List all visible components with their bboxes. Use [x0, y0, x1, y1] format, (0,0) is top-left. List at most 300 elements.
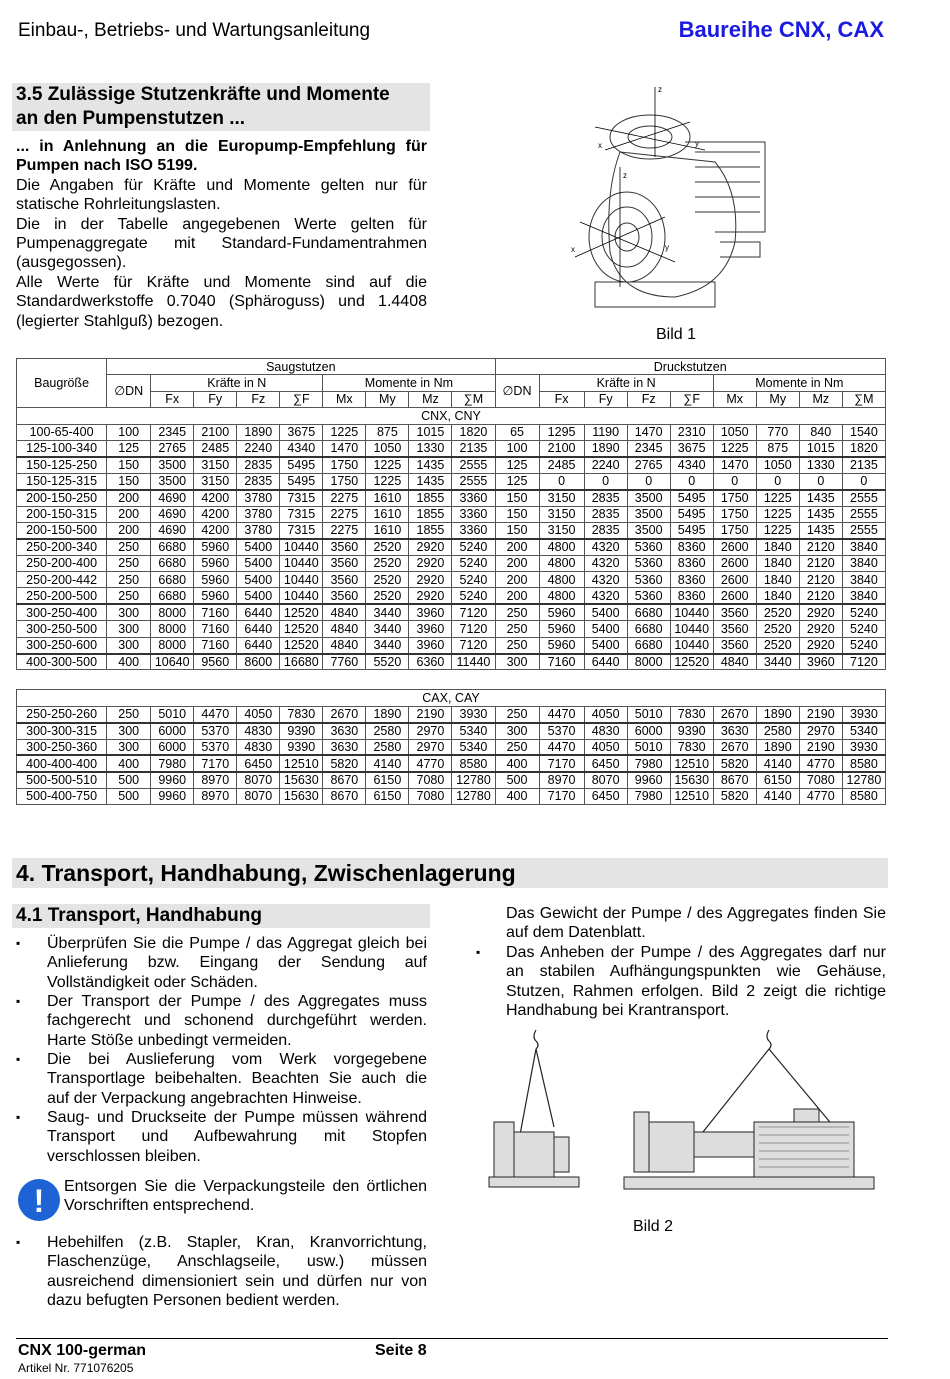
cell-baugroesse: 250-200-400 [17, 555, 107, 571]
table-row [17, 539, 886, 555]
cell-baugroesse: 500-500-510 [17, 772, 107, 788]
table-cell: 5370 [194, 723, 237, 739]
table-cell: 400 [495, 755, 539, 771]
table-cell: 7830 [670, 739, 713, 755]
table-cell: 6680 [151, 588, 194, 604]
table-cell: 10440 [670, 637, 713, 653]
warning-exclamation-icon [17, 1178, 61, 1222]
table-cell: 3930 [842, 706, 885, 722]
table-row [17, 621, 886, 637]
table-cell: 250 [107, 588, 151, 604]
table-cell: 5400 [584, 637, 627, 653]
table-cell: 250 [107, 555, 151, 571]
table-cell: 7160 [194, 604, 237, 620]
table-cell: 4800 [539, 555, 584, 571]
table-cell: 5240 [842, 637, 885, 653]
table-cell: 2275 [323, 522, 366, 538]
table-cell: 4140 [366, 755, 409, 771]
table-cell: 4340 [280, 440, 323, 456]
table-cell: 7080 [799, 772, 842, 788]
table-cell: 300 [107, 621, 151, 637]
table-cell: 200 [107, 490, 151, 506]
th-saugstutzen: Saugstutzen [107, 359, 495, 375]
table-cell: 7160 [194, 621, 237, 637]
table-cell: 3780 [237, 506, 280, 522]
table-cell: 3675 [280, 424, 323, 440]
table-cell: 2135 [842, 457, 885, 473]
table-cell: 5960 [194, 539, 237, 555]
section-3-5-title-line2: an den Pumpenstutzen ... [16, 108, 246, 129]
table-cell: 4140 [756, 755, 799, 771]
table-cell: 5010 [627, 739, 670, 755]
table-cell: 3960 [409, 604, 452, 620]
table-cell: 0 [756, 473, 799, 489]
table-cell: 250 [495, 637, 539, 653]
table-cell: 2520 [366, 539, 409, 555]
table-cell: 10440 [670, 604, 713, 620]
table-cell: 7120 [452, 637, 495, 653]
table-cell: 8070 [237, 772, 280, 788]
table-cell: 5240 [842, 604, 885, 620]
table-cell: 1225 [756, 506, 799, 522]
table-row [17, 424, 886, 440]
table-cell: 3560 [323, 588, 366, 604]
table-cell: 1050 [756, 457, 799, 473]
table-cell: 4470 [194, 706, 237, 722]
table-cell: 250 [495, 604, 539, 620]
table-cell: 8000 [151, 621, 194, 637]
table-cell: 9390 [280, 739, 323, 755]
table-cell: 4470 [539, 739, 584, 755]
table-row [17, 706, 886, 722]
table-cell: 4200 [194, 506, 237, 522]
table-cell: 1890 [756, 739, 799, 755]
table-row [17, 637, 886, 653]
table-row [17, 772, 886, 788]
axis-z-label-bottom: z [623, 171, 627, 180]
table-row [17, 490, 886, 506]
table-cell: 5370 [194, 739, 237, 755]
table-cell: 1015 [799, 440, 842, 456]
table-cell: 5495 [670, 506, 713, 522]
table-cell: 2190 [799, 706, 842, 722]
th-saug-mz: Mz [409, 391, 452, 407]
table-cell: 1820 [452, 424, 495, 440]
table-cell: 2120 [799, 572, 842, 588]
footer-article-number: Artikel Nr. 771076205 [18, 1361, 134, 1375]
table-cell: 4840 [323, 604, 366, 620]
table-cell: 5010 [627, 706, 670, 722]
th-baugroesse: Baugröße [17, 359, 107, 408]
th-kraefte-saug: Kräfte in N [151, 375, 323, 391]
table-cell: 9960 [627, 772, 670, 788]
table-cell: 5495 [670, 522, 713, 538]
transport-bullet-4: ▪ Saug- und Druckseite der Pumpe müssen während Transport und Aufbewahrung mit Stopfen verschlossen bleiben. [47, 1108, 427, 1166]
table-cell: 840 [799, 424, 842, 440]
table-cell: 5960 [194, 572, 237, 588]
table-cell: 5960 [194, 588, 237, 604]
table-cell: 5495 [280, 457, 323, 473]
table-row [17, 588, 886, 604]
table-cell: 5495 [280, 473, 323, 489]
table-cell: 3630 [323, 739, 366, 755]
table-cell: 15630 [670, 772, 713, 788]
table-cell: 3780 [237, 490, 280, 506]
table-cell: 3560 [323, 539, 366, 555]
table-cell: 5360 [627, 539, 670, 555]
table-cell: 3500 [151, 457, 194, 473]
table-cell: 5240 [452, 572, 495, 588]
table-cell: 1890 [237, 424, 280, 440]
table-cell: 2135 [452, 440, 495, 456]
axis-x-label-top: x [598, 141, 602, 150]
table-cell: 7980 [627, 788, 670, 804]
table-cell: 100 [495, 440, 539, 456]
table-cell: 2835 [584, 522, 627, 538]
table-cell: 3500 [627, 522, 670, 538]
table-cell: 5820 [323, 755, 366, 771]
th-saug-fx: Fx [151, 391, 194, 407]
table-cell: 12520 [280, 637, 323, 653]
table-cell: 2580 [366, 739, 409, 755]
table-cell: 8970 [194, 772, 237, 788]
table-cell: 1750 [713, 490, 756, 506]
table-cell: 1225 [713, 440, 756, 456]
table-cell: 5340 [452, 723, 495, 739]
table-cell: 3440 [366, 604, 409, 620]
table-cell: 1610 [366, 506, 409, 522]
table-cell: 3560 [323, 572, 366, 588]
table-cell: 500 [495, 772, 539, 788]
table-cell: 5960 [194, 555, 237, 571]
table-cell: 10440 [670, 621, 713, 637]
table-cell: 8670 [713, 772, 756, 788]
table-cell: 5400 [237, 588, 280, 604]
header-doc-title: Einbau-, Betriebs- und Wartungsanleitung [18, 20, 371, 41]
table-cell: 8070 [584, 772, 627, 788]
table-cell: 10440 [280, 555, 323, 571]
th-druck-my: My [756, 391, 799, 407]
table-cell: 770 [756, 424, 799, 440]
table-cell: 250 [495, 621, 539, 637]
table-cell: 4770 [799, 788, 842, 804]
table-cell: 200 [495, 572, 539, 588]
table-row [17, 739, 886, 755]
table-cell: 3360 [452, 522, 495, 538]
table-group-row-cnx [17, 408, 886, 424]
table-cell: 8000 [151, 604, 194, 620]
table-cell: 10440 [280, 572, 323, 588]
table-cell: 12780 [452, 772, 495, 788]
table-cell: 6680 [151, 539, 194, 555]
table-cell: 3840 [842, 555, 885, 571]
table-cell: 4840 [713, 654, 756, 670]
cell-baugroesse: 400-400-400 [17, 755, 107, 771]
table-cell: 4770 [409, 755, 452, 771]
th-saug-fz: Fz [237, 391, 280, 407]
table-cell: 7160 [194, 637, 237, 653]
table-cell: 2120 [799, 539, 842, 555]
table-cell: 7830 [280, 706, 323, 722]
table-header-row-1 [17, 359, 886, 375]
table-cell: 9390 [280, 723, 323, 739]
table-cell: 2920 [409, 588, 452, 604]
table-cell: 11440 [452, 654, 495, 670]
table-cell: 6450 [237, 755, 280, 771]
table-cell: 125 [495, 457, 539, 473]
table-cell: 2580 [366, 723, 409, 739]
table-cell: 4200 [194, 490, 237, 506]
table-row [17, 604, 886, 620]
table-cell: 1840 [756, 588, 799, 604]
table-cell: 7315 [280, 506, 323, 522]
cell-baugroesse: 300-250-600 [17, 637, 107, 653]
table-cell: 2555 [842, 522, 885, 538]
table-cell: 3960 [409, 621, 452, 637]
table-cell: 1225 [756, 522, 799, 538]
transport-bullet-3: ▪ Die bei Auslieferung vom Werk vorgegebene Transportlage beibehalten. Beachten Sie auch die auf der Verpackung angebrachten Hinweise. [47, 1050, 427, 1108]
table-cell: 6360 [409, 654, 452, 670]
table-row [17, 457, 886, 473]
weight-paragraph: Das Gewicht der Pumpe / des Aggregates finden Sie auf dem Datenblatt. [506, 905, 886, 942]
table-cell: 12510 [280, 755, 323, 771]
table-row [17, 723, 886, 739]
disposal-note: Entsorgen Sie die Verpackungsteile den örtlichen Vorschriften entsprechend. [64, 1178, 427, 1215]
table-cell: 300 [107, 604, 151, 620]
th-druck-fx: Fx [539, 391, 584, 407]
table-cell: 16680 [280, 654, 323, 670]
table-spacer-cell [17, 670, 886, 690]
header-series-title: Baureihe CNX, CAX [678, 17, 884, 42]
table-cell: 2310 [670, 424, 713, 440]
table-cell: 5960 [539, 637, 584, 653]
table-cell: 1540 [842, 424, 885, 440]
table-cell: 125 [107, 440, 151, 456]
table-cell: 250 [107, 572, 151, 588]
table-cell: 2120 [799, 555, 842, 571]
table-cell: 6440 [237, 621, 280, 637]
table-cell: 6450 [584, 788, 627, 804]
table-cell: 2240 [237, 440, 280, 456]
table-cell: 12520 [280, 604, 323, 620]
table-cell: 4320 [584, 572, 627, 588]
table-cell: 9960 [151, 772, 194, 788]
table-cell: 2520 [366, 555, 409, 571]
table-cell: 2920 [409, 555, 452, 571]
table-cell: 3840 [842, 572, 885, 588]
table-cell: 5240 [452, 555, 495, 571]
table-cell: 7760 [323, 654, 366, 670]
table-cell: 3150 [539, 490, 584, 506]
table-cell: 150 [495, 522, 539, 538]
table-cell: 1470 [323, 440, 366, 456]
table-cell: 5240 [452, 588, 495, 604]
intro-paragraph-2: Die in der Tabelle angegebenen Werte gelten für Pumpenaggregate mit Standard-Fundamentrahmen (ausgegossen). [16, 215, 427, 272]
table-cell: 4200 [194, 522, 237, 538]
table-row [17, 473, 886, 489]
table-cell: 65 [495, 424, 539, 440]
table-cell: 2555 [842, 506, 885, 522]
table-cell: 150 [107, 473, 151, 489]
transport-bullet-5: ▪ Hebehilfen (z.B. Stapler, Kran, Kranvorrichtung, Flaschenzüge, Anschlagseile, usw.) müssen ausreichend dimensioniert sein und dürfen nur von dazu befugten Personen bedient werden. [47, 1233, 427, 1311]
table-cell: 4830 [237, 739, 280, 755]
table-cell: 4690 [151, 522, 194, 538]
table-cell: 2555 [842, 490, 885, 506]
table-cell: 1435 [799, 490, 842, 506]
table-cell: 8970 [539, 772, 584, 788]
cell-baugroesse: 500-400-750 [17, 788, 107, 804]
cell-baugroesse: 250-250-260 [17, 706, 107, 722]
table-cell: 5240 [452, 539, 495, 555]
table-cell: 3500 [151, 473, 194, 489]
figure-1-caption: Bild 1 [656, 326, 697, 343]
table-cell: 300 [495, 654, 539, 670]
table-cell: 2485 [539, 457, 584, 473]
table-cell: 400 [495, 788, 539, 804]
table-cell: 2920 [409, 539, 452, 555]
table-cell: 4800 [539, 588, 584, 604]
pump-drawing-figure-1 [565, 82, 783, 322]
table-cell: 0 [799, 473, 842, 489]
group-label-cnx: CNX, CNY [17, 408, 886, 424]
table-cell: 1855 [409, 490, 452, 506]
table-cell: 875 [756, 440, 799, 456]
table-cell: 7980 [627, 755, 670, 771]
table-cell: 3440 [366, 621, 409, 637]
table-cell: 10440 [280, 588, 323, 604]
lifting-bullet: ▪ Das Anheben der Pumpe / des Aggregates darf nur an stabilen Aufhängungspunkten wie Gehäuse, Stutzen, Rahmen erfolgen. Bild 2 zeigt die richtige Handhabung bei Krantransport. [506, 943, 886, 1021]
th-saug-sum-f: ∑F [280, 391, 323, 407]
table-cell: 1225 [366, 473, 409, 489]
axis-y-label-top: y [695, 139, 699, 148]
cell-baugroesse: 300-250-400 [17, 604, 107, 620]
th-druck-fz: Fz [627, 391, 670, 407]
table-cell: 6150 [756, 772, 799, 788]
table-cell: 3560 [323, 555, 366, 571]
table-cell: 400 [107, 755, 151, 771]
table-cell: 2100 [194, 424, 237, 440]
table-cell: 9390 [670, 723, 713, 739]
table-cell: 6000 [151, 739, 194, 755]
table-cell: 6680 [151, 555, 194, 571]
table-cell: 3560 [713, 637, 756, 653]
table-cell: 3560 [713, 604, 756, 620]
table-cell: 2970 [409, 739, 452, 755]
table-cell: 1295 [539, 424, 584, 440]
cell-baugroesse: 200-150-315 [17, 506, 107, 522]
th-kraefte-druck: Kräfte in N [539, 375, 713, 391]
section-4-1-heading: 4.1 Transport, Handhabung [12, 904, 430, 928]
table-cell: 5400 [237, 555, 280, 571]
table-cell: 7120 [452, 621, 495, 637]
table-cell: 7170 [194, 755, 237, 771]
table-cell: 6450 [584, 755, 627, 771]
table-cell: 1840 [756, 539, 799, 555]
table-cell: 1610 [366, 490, 409, 506]
table-cell: 5495 [670, 490, 713, 506]
table-row [17, 654, 886, 670]
table-cell: 3960 [799, 654, 842, 670]
table-cell: 1435 [799, 522, 842, 538]
table-cell: 4050 [584, 739, 627, 755]
table-cell: 1050 [366, 440, 409, 456]
table-cell: 2670 [713, 739, 756, 755]
table-cell: 8580 [452, 755, 495, 771]
table-cell: 2670 [713, 706, 756, 722]
axis-z-label-top: z [658, 85, 662, 94]
table-cell: 3840 [842, 588, 885, 604]
table-cell: 8670 [323, 772, 366, 788]
table-cell: 1750 [323, 457, 366, 473]
table-cell: 4800 [539, 539, 584, 555]
table-cell: 3630 [713, 723, 756, 739]
table-cell: 500 [107, 772, 151, 788]
table-cell: 1890 [366, 706, 409, 722]
crane-lifting-figure-2 [484, 1027, 888, 1210]
table-cell: 7170 [539, 755, 584, 771]
table-cell: 300 [495, 723, 539, 739]
table-cell: 1855 [409, 506, 452, 522]
table-cell: 250 [107, 706, 151, 722]
table-cell: 0 [842, 473, 885, 489]
table-cell: 3440 [366, 637, 409, 653]
table-cell: 3960 [409, 637, 452, 653]
table-cell: 8070 [237, 788, 280, 804]
table-cell: 5340 [842, 723, 885, 739]
table-cell: 5960 [539, 604, 584, 620]
table-cell: 5400 [584, 604, 627, 620]
table-cell: 300 [107, 723, 151, 739]
cell-baugroesse: 150-125-250 [17, 457, 107, 473]
table-cell: 3930 [842, 739, 885, 755]
table-cell: 8580 [842, 755, 885, 771]
th-druck-sum-f: ∑F [670, 391, 713, 407]
table-cell: 7315 [280, 490, 323, 506]
th-momente-saug: Momente in Nm [323, 375, 495, 391]
table-cell: 2765 [627, 457, 670, 473]
table-cell: 7170 [539, 788, 584, 804]
table-cell: 6440 [237, 604, 280, 620]
table-cell: 0 [584, 473, 627, 489]
th-druck-fy: Fy [584, 391, 627, 407]
table-cell: 15630 [280, 788, 323, 804]
table-cell: 3440 [756, 654, 799, 670]
table-cell: 1750 [713, 522, 756, 538]
table-cell: 150 [495, 506, 539, 522]
cell-baugroesse: 250-200-442 [17, 572, 107, 588]
table-cell: 6680 [627, 637, 670, 653]
section-3-5-intro [16, 137, 427, 331]
table-cell: 2190 [799, 739, 842, 755]
table-cell: 4830 [237, 723, 280, 739]
intro-subtitle: ... in Anlehnung an die Europump-Empfehlung für Pumpen nach ISO 5199. [16, 138, 427, 175]
table-cell: 4830 [584, 723, 627, 739]
table-cell: 0 [670, 473, 713, 489]
table-cell: 7120 [452, 604, 495, 620]
table-cell: 4340 [670, 457, 713, 473]
table-cell: 5340 [452, 739, 495, 755]
table-cell: 3150 [539, 506, 584, 522]
table-cell: 5400 [237, 539, 280, 555]
table-cell: 4320 [584, 555, 627, 571]
table-cell: 150 [495, 490, 539, 506]
table-cell: 6440 [237, 637, 280, 653]
section-3-5-heading [12, 83, 430, 131]
table-cell: 2580 [756, 723, 799, 739]
table-cell: 2765 [151, 440, 194, 456]
cell-baugroesse: 300-250-500 [17, 621, 107, 637]
table-cell: 2920 [799, 604, 842, 620]
